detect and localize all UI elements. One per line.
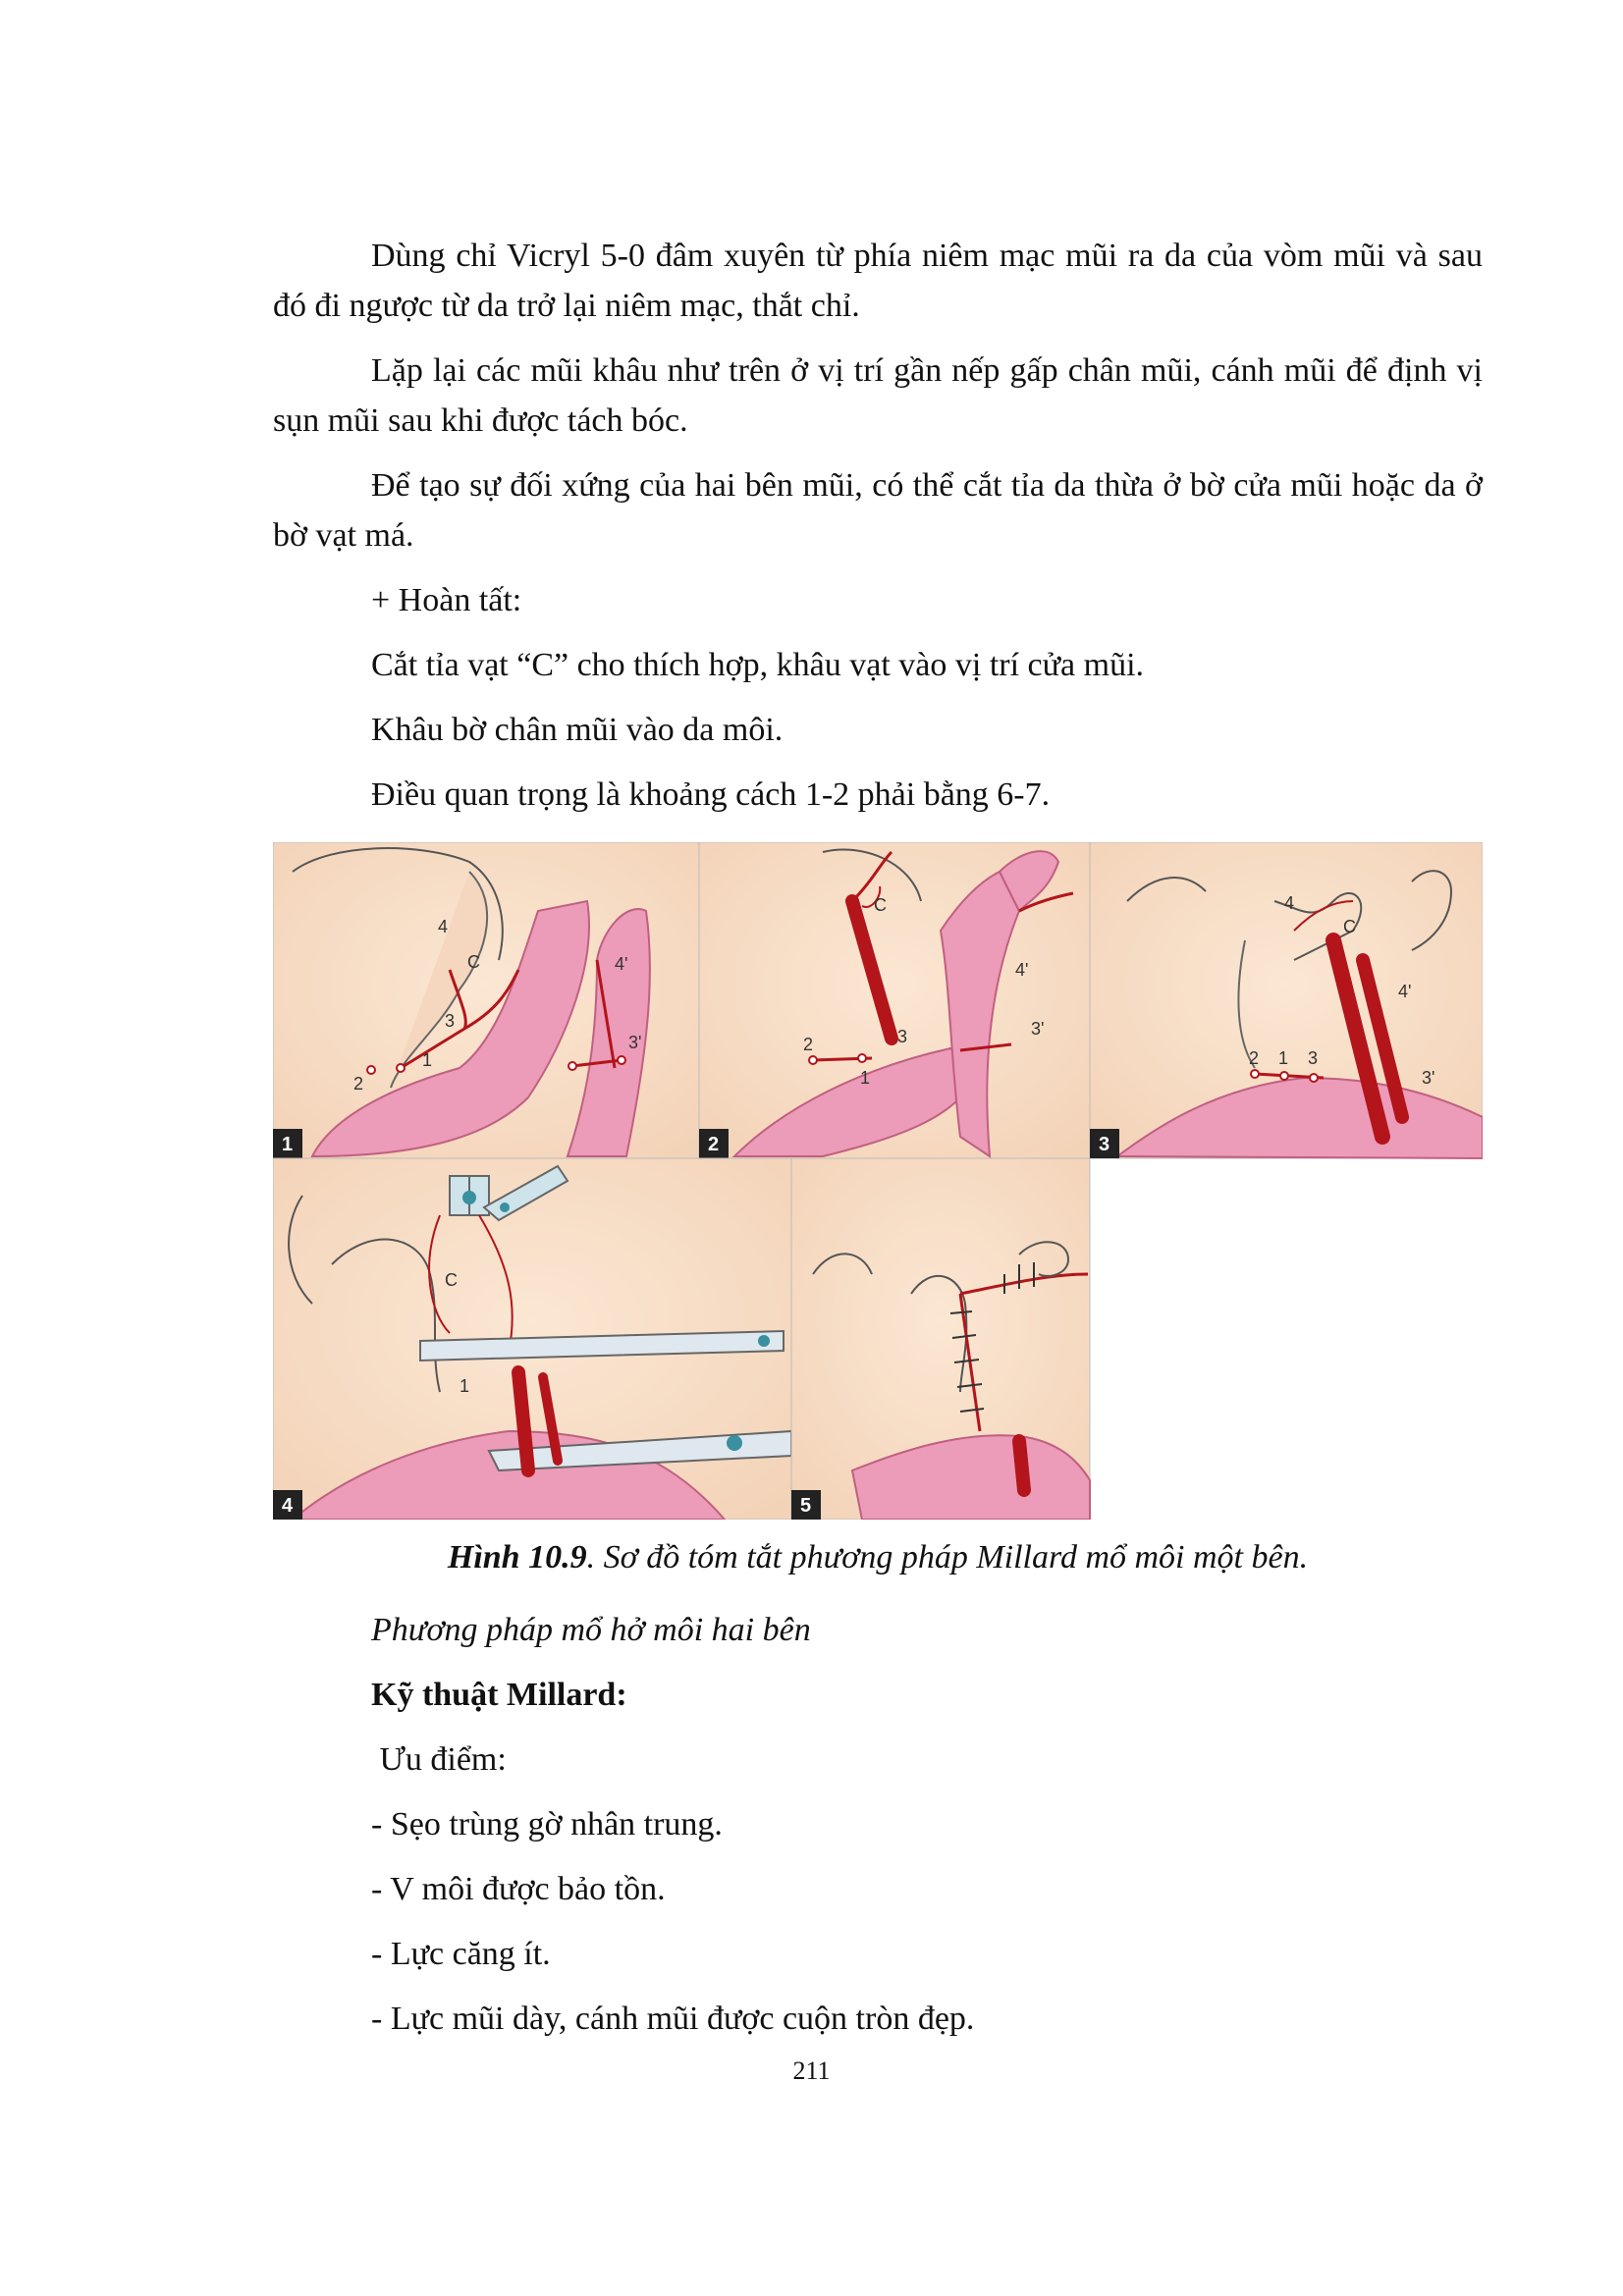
paragraph-1: Dùng chỉ Vicryl 5-0 đâm xuyên từ phía niêm mạc mũi ra da của vòm mũi và sau đó đi ngược từ da trở lại niêm mạc, thắt chỉ. [273, 238, 1483, 324]
label-2: 2 [1249, 1048, 1260, 1068]
line-dieu-quan-trong: Điều quan trọng là khoảng cách 1-2 phải bằng 6-7. [371, 776, 1051, 813]
panel-4 [273, 1158, 791, 1520]
paragraph-2: Lặp lại các mũi khâu như trên ở vị trí gần nếp gấp chân mũi, cánh mũi để định vị sụn mũi sau khi được tách bóc. [273, 352, 1483, 439]
line-luc-mui: - Lực mũi dày, cánh mũi được cuộn tròn đẹp. [371, 2001, 975, 2037]
label-c: C [445, 1270, 458, 1290]
line-v-moi: - V môi được bảo tồn. [371, 1871, 666, 1907]
line-cat-tia: Cắt tỉa vạt “C” cho thích hợp, khâu vạt vào vị trí cửa mũi. [371, 647, 1145, 683]
label-3: 3 [897, 1027, 908, 1046]
millard-diagram-figure [273, 842, 1483, 1520]
label-4-prime: 4' [1015, 960, 1029, 980]
label-4: 4 [438, 917, 449, 936]
line-phuong-phap: Phương pháp mổ hở môi hai bên [371, 1612, 811, 1648]
label-3-prime: 3' [1422, 1068, 1435, 1088]
label-2: 2 [353, 1074, 364, 1094]
label-1: 1 [422, 1050, 433, 1070]
label-c: C [467, 952, 480, 972]
label-3-prime: 3' [1031, 1019, 1045, 1039]
caption-bold: Hình 10.9 [447, 1539, 587, 1575]
panel-number-3: 3 [1099, 1134, 1110, 1155]
line-ky-thuat: Kỹ thuật Millard: [371, 1677, 627, 1713]
label-4: 4 [1284, 893, 1295, 913]
label-1: 1 [860, 1068, 871, 1088]
label-c: C [1343, 917, 1356, 936]
line-hoan-tat: + Hoàn tất: [371, 582, 522, 618]
label-4-prime: 4' [1398, 982, 1412, 1001]
page-number: 211 [792, 2056, 831, 2085]
panel-3 [1090, 842, 1483, 1158]
panel-2 [699, 842, 1090, 1158]
label-1: 1 [460, 1376, 470, 1396]
panel-number-1: 1 [282, 1134, 294, 1155]
label-c: C [874, 895, 887, 915]
label-3-prime: 3' [628, 1033, 642, 1052]
caption-text: . Sơ đồ tóm tắt phương pháp Millard mổ môi một bên. [586, 1539, 1309, 1575]
panel-5 [791, 1158, 1090, 1520]
panel-1 [273, 842, 699, 1158]
paragraph-3: Để tạo sự đối xứng của hai bên mũi, có thể cắt tỉa da thừa ở bờ cửa mũi hoặc da ở bờ vạt má. [273, 467, 1483, 554]
label-4-prime: 4' [615, 954, 628, 974]
label-1: 1 [1278, 1048, 1289, 1068]
line-seo: - Sẹo trùng gờ nhân trung. [371, 1806, 723, 1842]
label-3: 3 [445, 1011, 456, 1031]
line-uu-diem: Ưu điểm: [371, 1741, 507, 1778]
label-2: 2 [803, 1035, 814, 1054]
line-khau-bo: Khâu bờ chân mũi vào da môi. [371, 712, 784, 748]
figure-caption [273, 1539, 1483, 1576]
panel-number-5: 5 [800, 1495, 812, 1517]
label-3: 3 [1308, 1048, 1319, 1068]
panel-number-2: 2 [708, 1134, 720, 1155]
panel-number-4: 4 [282, 1495, 294, 1517]
line-luc-cang: - Lực căng ít. [371, 1936, 551, 1972]
